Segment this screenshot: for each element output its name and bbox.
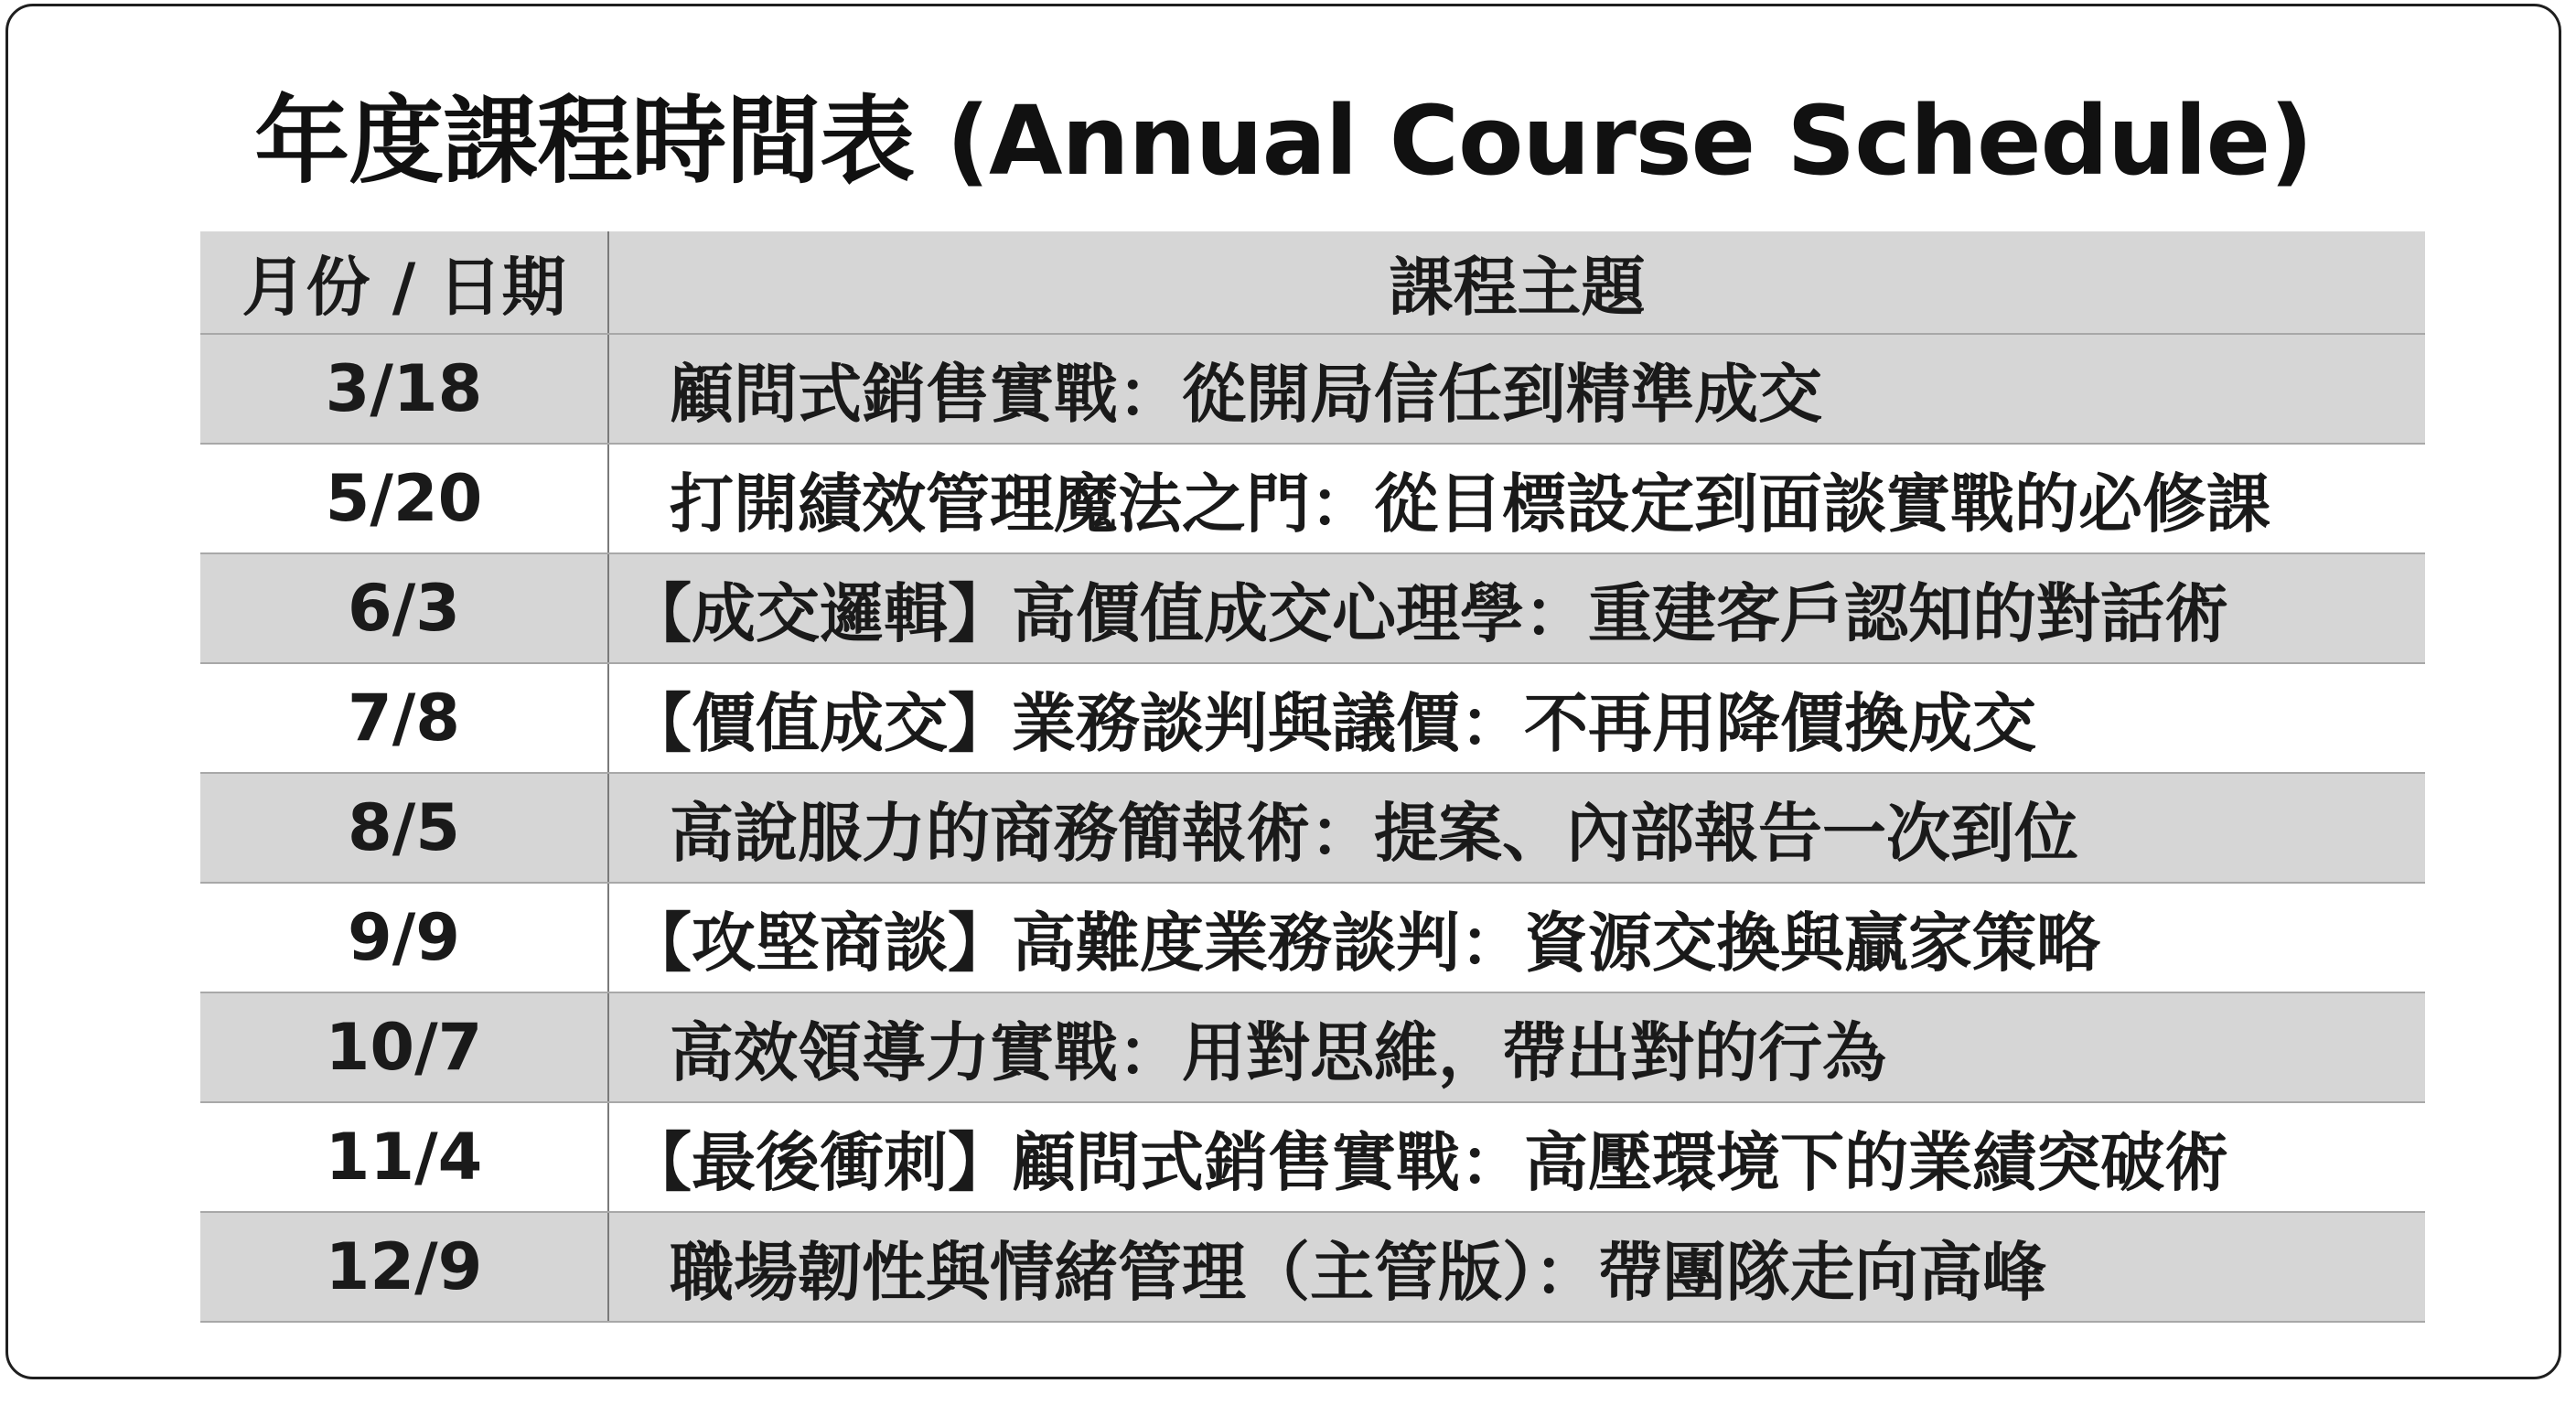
column-header-topic: 課程主題: [608, 231, 2425, 334]
topic-cell: 打開績效管理魔法之門：從目標設定到面談實戰的必修課: [608, 444, 2425, 553]
date-cell: 6/3: [200, 553, 608, 663]
table-row: [200, 553, 2425, 663]
table-header-row: [200, 231, 2425, 334]
topic-cell: 【最後衝刺】顧問式銷售實戰：高壓環境下的業績突破術: [608, 1102, 2425, 1212]
topic-cell: 【價值成交】業務談判與議價：不再用降價換成交: [608, 663, 2425, 773]
table-row: [200, 444, 2425, 553]
date-cell: 3/18: [200, 334, 608, 444]
topic-cell: 職場韌性與情緒管理（主管版）：帶團隊走向高峰: [608, 1212, 2425, 1322]
topic-cell: 顧問式銷售實戰：從開局信任到精準成交: [608, 334, 2425, 444]
date-cell: 12/9: [200, 1212, 608, 1322]
date-cell: 11/4: [200, 1102, 608, 1212]
table-row: [200, 883, 2425, 992]
document-frame: [5, 4, 2561, 1379]
course-schedule-table: [200, 231, 2425, 1323]
table-row: [200, 1212, 2425, 1322]
date-cell: 10/7: [200, 992, 608, 1102]
topic-cell: 【攻堅商談】高難度業務談判：資源交換與贏家策略: [608, 883, 2425, 992]
topic-cell: 高說服力的商務簡報術：提案、內部報告一次到位: [608, 773, 2425, 883]
date-cell: 9/9: [200, 883, 608, 992]
date-cell: 5/20: [200, 444, 608, 553]
table-row: [200, 773, 2425, 883]
topic-cell: 高效領導力實戰：用對思維，帶出對的行為: [608, 992, 2425, 1102]
table-row: [200, 663, 2425, 773]
date-cell: 8/5: [200, 773, 608, 883]
table-row: [200, 334, 2425, 444]
table-row: [200, 992, 2425, 1102]
table-row: [200, 1102, 2425, 1212]
topic-cell: 【成交邏輯】高價值成交心理學：重建客戶認知的對話術: [608, 553, 2425, 663]
column-header-date: 月份 / 日期: [200, 231, 608, 334]
page-title: 年度課程時間表 (Annual Course Schedule): [254, 85, 2313, 197]
date-cell: 7/8: [200, 663, 608, 773]
